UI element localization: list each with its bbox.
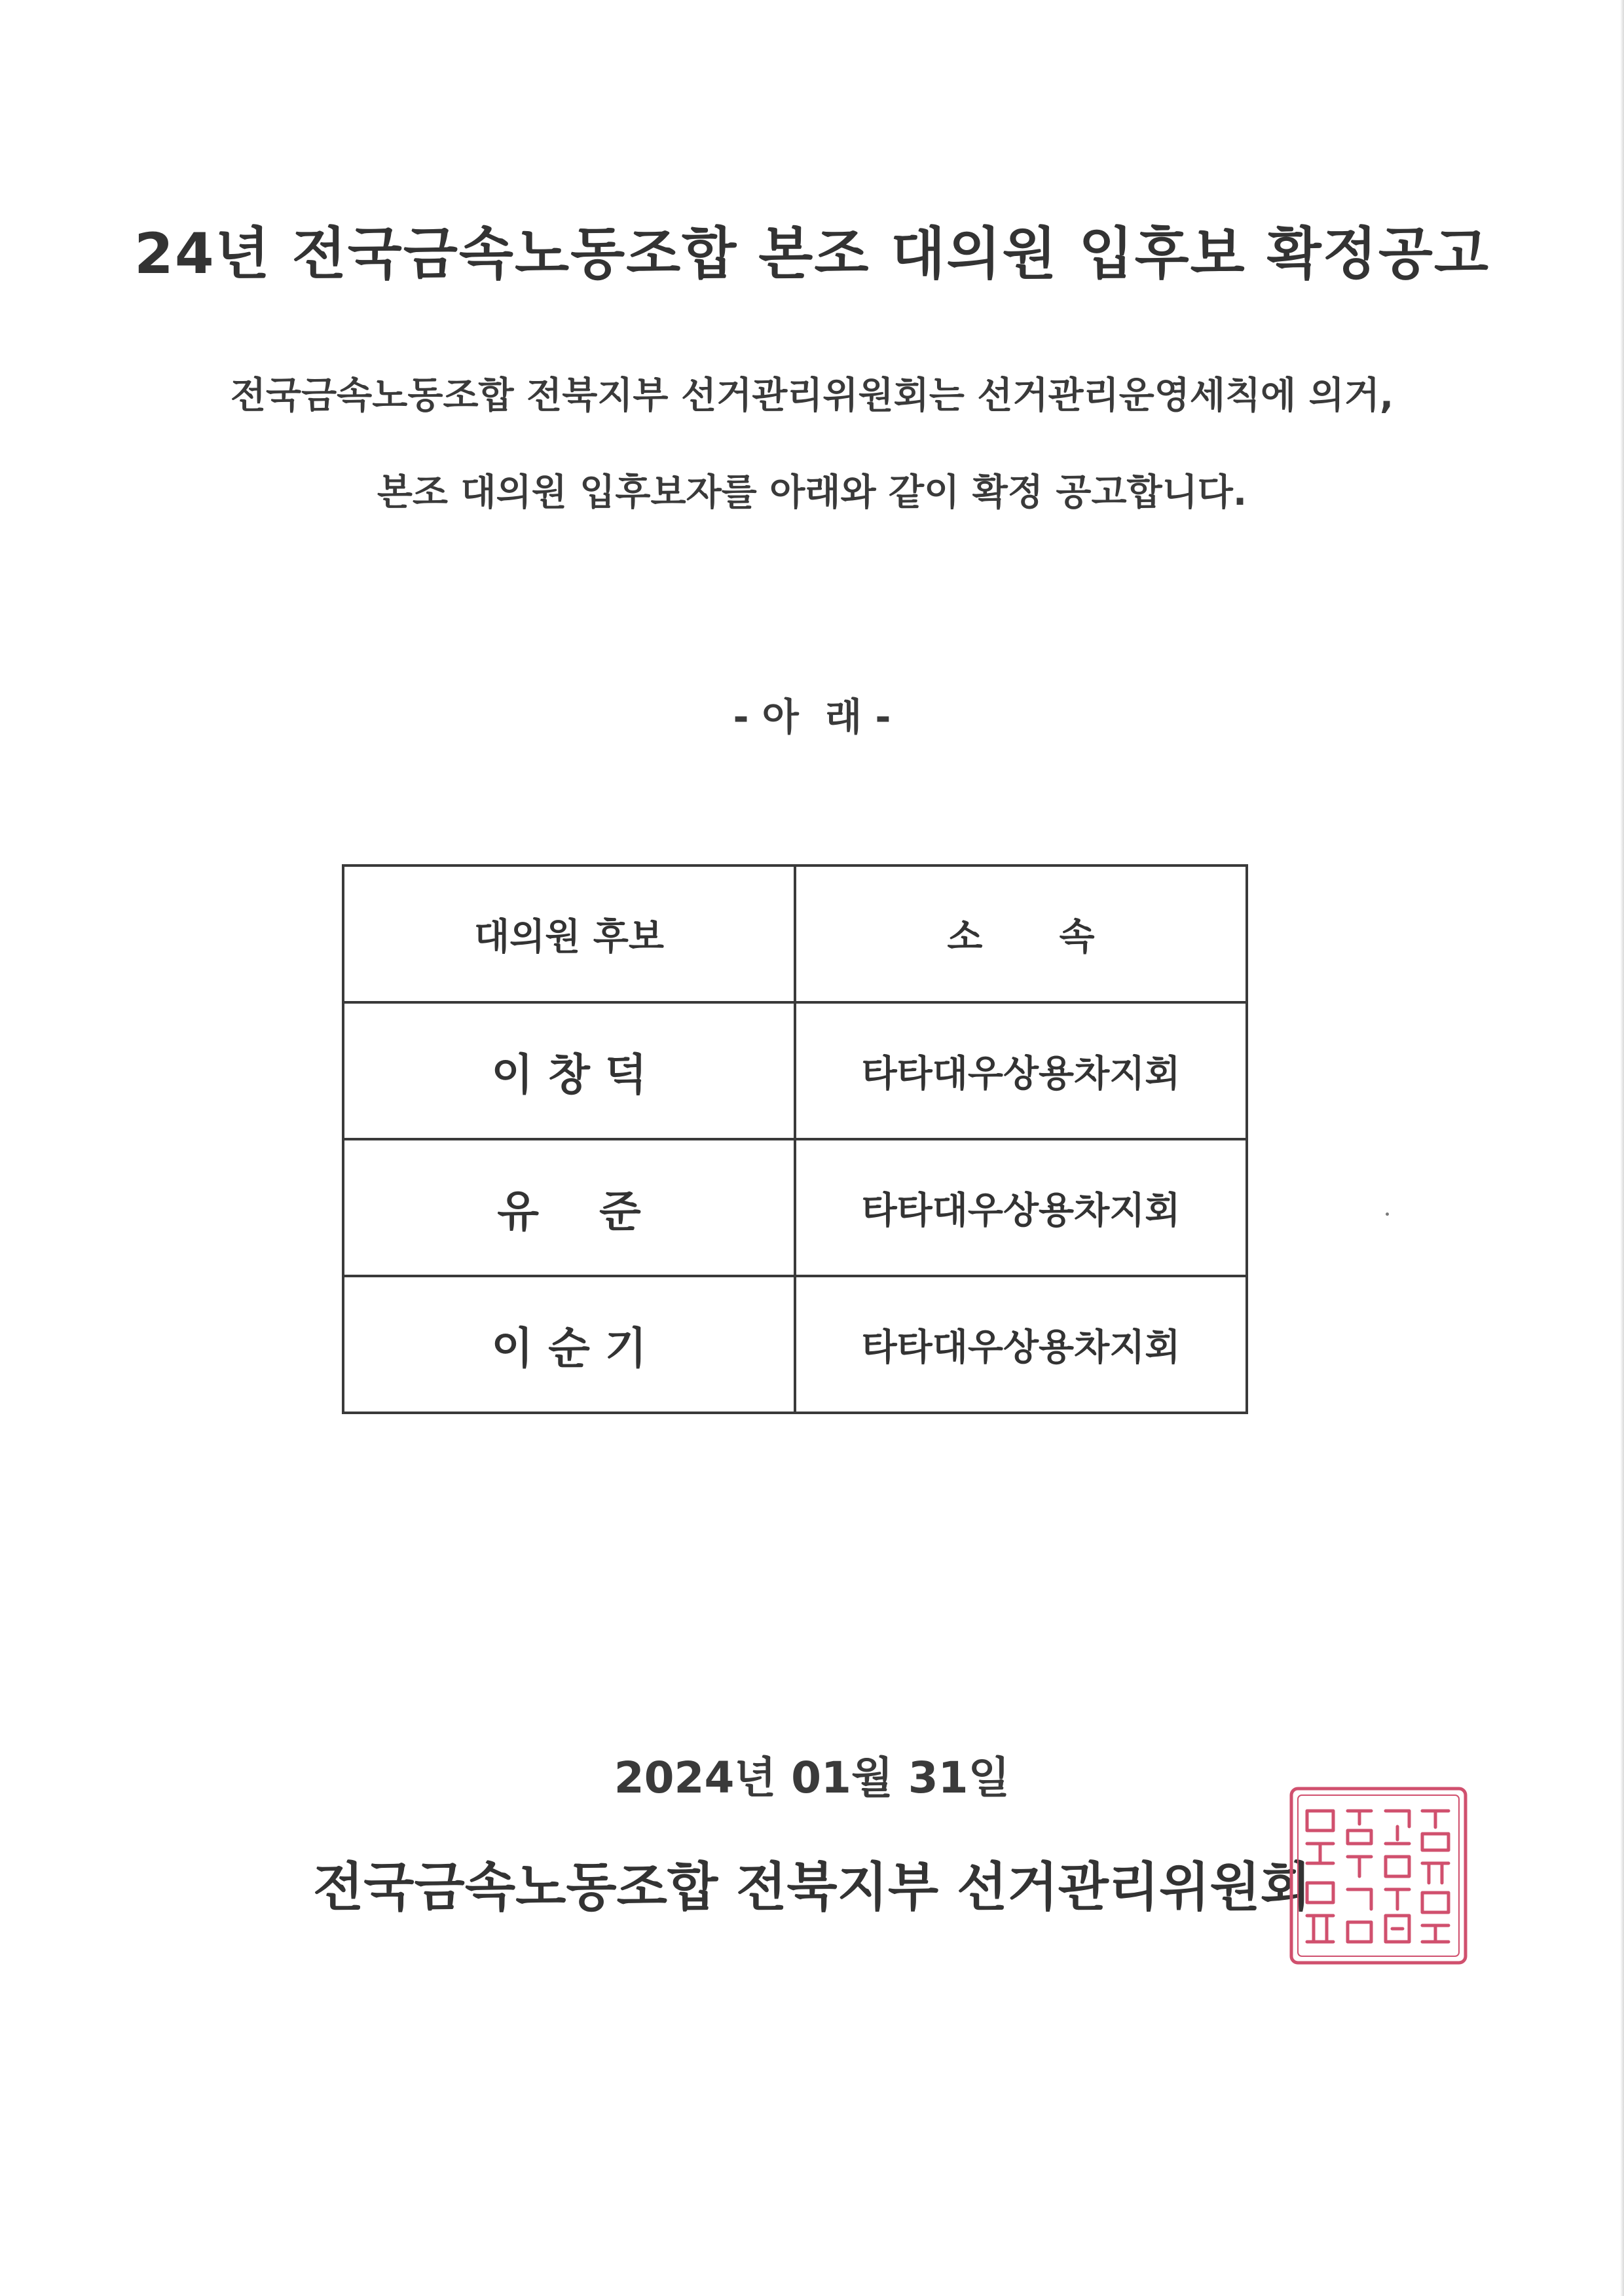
announcement-date: 2024년 01월 31일	[614, 1753, 1010, 1803]
candidate-table	[342, 864, 1248, 1414]
candidate-name: 이 창 덕	[343, 1002, 795, 1139]
table-header-row	[343, 866, 1247, 1002]
candidate-name: 유 준	[343, 1139, 795, 1276]
table-row	[343, 1276, 1247, 1413]
section-mark: - 아 래 -	[733, 695, 891, 739]
document-title: 24년 전국금속노동조합 본조 대의원 입후보 확정공고	[134, 221, 1490, 287]
header-candidate: 대의원 후보	[343, 866, 795, 1002]
official-seal	[1287, 1785, 1469, 1967]
candidate-affiliation: 타타대우상용차지회	[795, 1276, 1247, 1413]
table-row	[343, 1139, 1247, 1276]
table-row	[343, 1002, 1247, 1139]
header-affiliation: 소 속	[795, 866, 1247, 1002]
candidate-affiliation: 타타대우상용차지회	[795, 1139, 1247, 1276]
intro-line-2: 본조 대의원 입후보자를 아래와 같이 확정 공고합니다.	[377, 471, 1247, 514]
scan-speck	[1386, 1212, 1389, 1216]
intro-line-1: 전국금속노동조합 전북지부 선거관리위원회는 선거관리운영세칙에 의거,	[230, 374, 1394, 417]
candidate-name: 이 순 기	[343, 1276, 795, 1413]
page-edge	[1620, 0, 1624, 2296]
issuer-name: 전국금속노동조합 전북지부 선거관리위원회	[313, 1857, 1312, 1918]
candidate-affiliation: 타타대우상용차지회	[795, 1002, 1247, 1139]
